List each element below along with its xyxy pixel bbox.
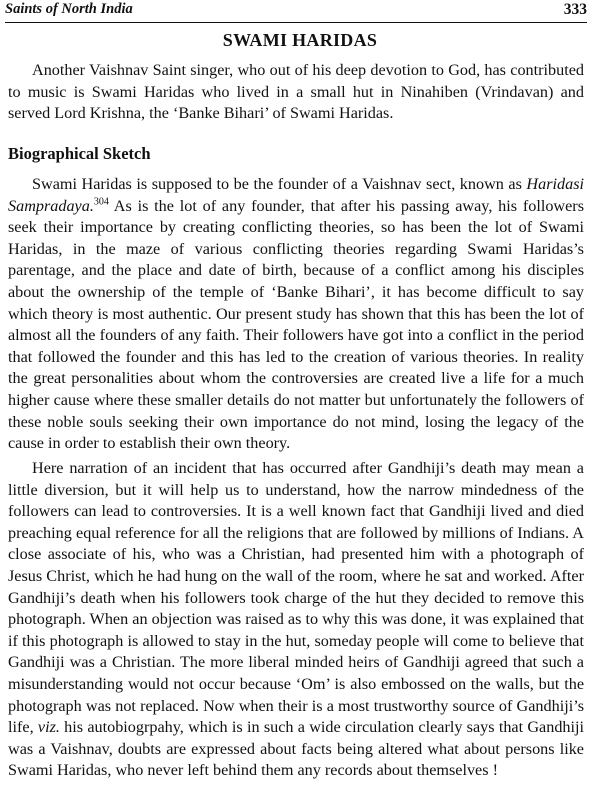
- paragraph-text: Here narration of an incident that has occurred after Gandhiji’s death may mean a little diversion, but it will help us to understand, how the narrow mindedness of the followers can lead to controversies. It is a well known fact that Gandhiji lived and died preaching equal reference for all the religions that are followed by millions of Indians. A close associate of his, who was a Christian, had presented him with a photograph of Jesus Christ, which he had hung on the wall of the room, where he sat and worked. After Gandhiji’s death when his followers took charge of the hut they decided to remove this photograph. When an objection was raised as to why this was done, it was explained that if this photograph is allowed to stay in the hut, someday people will come to believe that Gandhiji was a Christian. The more liberal minded heirs of Gandhiji agreed that such a misunderstanding would not occur because ‘Om’ is also embossed on the walls, but the photograph was not replaced. Now when their is a most trustworthy source of Gandhiji’s life,: [8, 459, 584, 737]
- running-header: [5, 0, 587, 23]
- paragraph-text: As is the lot of any founder, that after his passing away, his followers seek their importance by creating conflicting theories, so has been the lot of Swami Haridas, in the maze of various conflicting theories regarding Swami Haridas’s parentage, and the place and date of birth, because of a conflict among his disciples about the ownership of the temple of ‘Banke Bihari’, it has become difficult to say which theory is most authentic. Our present study has shown that this has been the lot of almost all the founders of any faith. Their followers have got into a conflict in the period that followed the founder and this has led to the creation of various theories. In reality the great personalities about whom the controversies are created live a life for a much higher cause where these smaller details do not matter but unfortunately the followers of these noble souls seeking their own importance do not mind, losing the legacy of the cause in order to establish their own theory.: [8, 196, 584, 453]
- chapter-title: SWAMI HARIDAS: [222, 30, 378, 50]
- section-heading: Biographical Sketch: [8, 144, 151, 163]
- gandhiji-paragraph: [8, 458, 584, 782]
- italic-abbrev: viz.: [37, 718, 60, 737]
- intro-paragraph: Another Vaishnav Saint singer, who out of his deep devotion to God, has contributed to music is Swami Haridas who lived in a small hut in Ninahiben (Vrindavan) and served Lord Krishna, the ‘Banke Bihari’ of Swami Haridas.: [8, 61, 584, 123]
- biography-paragraph: [8, 174, 584, 455]
- book-title: Saints of North India: [5, 1, 133, 17]
- paragraph-text: his autobiogrpahy, which is in such a wide circulation clearly says that Gandhiji was a Vaishnav, doubts are expressed about facts being altered what about persons like Swami Haridas, who never left behind them any records about themselves !: [8, 718, 584, 780]
- sect-name: Haridasi Sampradaya.: [8, 175, 584, 215]
- page-number: 333: [563, 1, 587, 18]
- footnote-ref: 304: [93, 196, 109, 208]
- paragraph-text: Swami Haridas is supposed to be the founder of a Vaishnav sect, known as: [32, 175, 527, 193]
